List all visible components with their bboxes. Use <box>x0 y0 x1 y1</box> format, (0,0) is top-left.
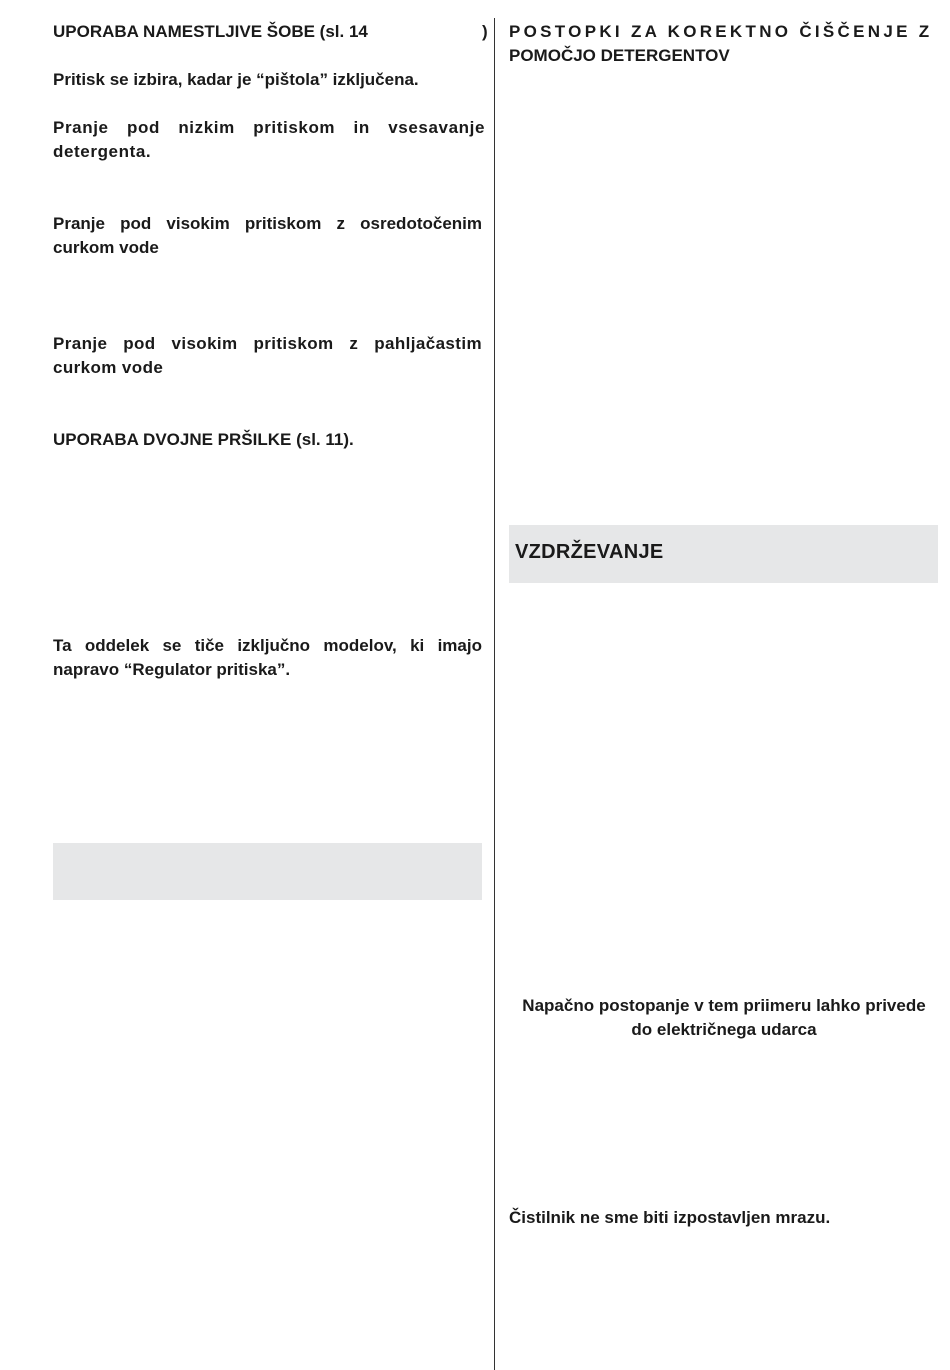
heading-closing-paren: ) <box>482 22 488 41</box>
double-lance-heading: UPORABA DVOJNE PRŠILKE (sl. 11). <box>53 430 354 449</box>
electric-shock-warning: Napačno postopanje v tem priimeru lahko privede do električnega udarca <box>522 996 926 1039</box>
detergent-heading-line2: POMOČJO DETERGENTOV <box>509 46 730 65</box>
pressure-note: Pritisk se izbira, kadar je “pištola” izključena. <box>53 70 419 89</box>
low-pressure-paragraph: Pranje pod nizkim pritiskom in vsesavanje detergenta. <box>53 118 485 161</box>
high-pressure-focused-paragraph: Pranje pod visokim pritiskom z osredotočenim curkom vode <box>53 214 482 257</box>
frost-warning: Čistilnik ne sme biti izpostavljen mrazu. <box>509 1208 831 1227</box>
maintenance-section-band <box>509 525 938 583</box>
maintenance-heading: VZDRŽEVANJE <box>515 541 664 563</box>
regulator-note: Ta oddelek se tiče izključno modelov, ki imajo napravo “Regulator pritiska”. <box>53 636 482 679</box>
high-pressure-fan-paragraph: Pranje pod visokim pritiskom z pahljačastim curkom vode <box>53 334 482 377</box>
empty-gray-band <box>53 843 482 900</box>
adjustable-chamber-heading: UPORABA NAMESTLJIVE ŠOBE (sl. 14 <box>53 22 368 41</box>
column-divider <box>494 18 495 1370</box>
detergent-heading-line1: POSTOPKI ZA KOREKTNO ČIŠČENJE Z <box>509 22 933 41</box>
